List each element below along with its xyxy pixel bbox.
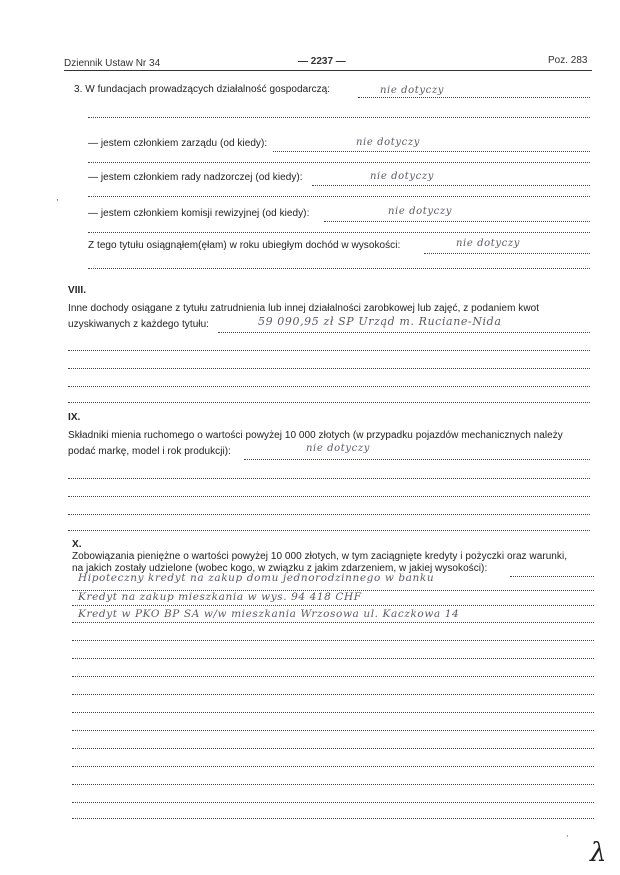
audit-member-label: — jestem członkiem komisji rewizyjnej (od kiedy): xyxy=(88,208,310,219)
handwritten-answer: nie dotyczy xyxy=(388,206,452,217)
dotted-line xyxy=(68,514,590,515)
position-number: Poz. 283 xyxy=(548,55,588,66)
section-ix-numeral: IX. xyxy=(68,412,81,423)
dotted-line xyxy=(68,402,590,403)
handwritten-answer: nie dotyczy xyxy=(306,443,370,454)
dotted-line xyxy=(88,117,590,118)
dotted-line xyxy=(72,784,594,785)
dotted-line xyxy=(88,232,590,233)
dotted-line xyxy=(68,478,590,479)
handwritten-answer: nie dotyczy xyxy=(456,238,520,249)
dotted-line xyxy=(68,496,590,497)
dotted-line xyxy=(72,640,594,641)
dotted-line xyxy=(72,605,594,606)
dotted-line xyxy=(218,332,590,333)
section-viii-numeral: VIII. xyxy=(68,285,87,296)
page-number: — 2237 — xyxy=(298,56,346,67)
dotted-line xyxy=(72,818,594,819)
section-viii-text: Inne dochody osiągane z tytułu zatrudnienia lub innej działalności zarobkowej lub zajęć, z podaniem kwot xyxy=(68,303,540,314)
margin-dot: · xyxy=(566,832,569,842)
header-rule xyxy=(64,70,592,71)
dotted-line xyxy=(72,658,594,659)
dotted-line xyxy=(88,162,590,163)
section-x-numeral: X. xyxy=(72,539,82,550)
handwritten-answer: nie dotyczy xyxy=(380,85,444,96)
handwritten-answer: 59 090,95 zł SP Urząd m. Ruciane-Nida xyxy=(258,315,502,328)
handwritten-answer: Kredyt na zakup mieszkania w wys. 94 418 CHF xyxy=(78,591,362,603)
handwritten-answer: Hipoteczny kredyt na zakup domu jednorodzinnego w banku xyxy=(78,572,435,584)
dotted-line xyxy=(72,802,594,803)
dotted-line xyxy=(72,730,594,731)
dotted-line xyxy=(312,185,590,186)
dotted-line xyxy=(424,253,590,254)
dotted-line xyxy=(72,748,594,749)
section-x-text: na jakich zostały udzielone (wobec kogo, w związku z jakim zdarzeniem, w jakiej wysokości): xyxy=(72,563,488,574)
handwritten-answer: nie dotyczy xyxy=(370,171,434,182)
dotted-line xyxy=(68,368,590,369)
foundations-heading: 3. W fundacjach prowadzących działalność gospodarczą: xyxy=(74,84,331,95)
dotted-line xyxy=(510,576,594,577)
section-viii-text: uzyskiwanych z każdego tytułu: xyxy=(68,319,210,330)
dotted-line xyxy=(72,694,594,695)
handwritten-answer: Kredyt w PKO BP SA w/w mieszkania Wrzosowa ul. Kaczkowa 14 xyxy=(78,608,460,620)
dotted-line xyxy=(72,712,594,713)
dotted-line xyxy=(358,97,590,98)
dotted-line xyxy=(68,530,590,531)
section-x-text: Zobowiązania pieniężne o wartości powyżej 10 000 złotych, w tym zaciągnięte kredyty i pożyczki oraz warunki, xyxy=(72,551,568,562)
board-member-label: — jestem członkiem zarządu (od kiedy): xyxy=(88,138,268,149)
dotted-line xyxy=(88,196,590,197)
dotted-line xyxy=(72,766,594,767)
dotted-line xyxy=(72,676,594,677)
dotted-line xyxy=(244,459,590,460)
income-label: Z tego tytułu osiągnąłem(ęłam) w roku ubiegłym dochód w wysokości: xyxy=(88,240,401,251)
section-ix-text: Składniki mienia ruchomego o wartości powyżej 10 000 złotych (w przypadku pojazdów mechanicznych należy xyxy=(68,430,563,441)
dotted-line xyxy=(324,221,590,222)
journal-name: Dziennik Ustaw Nr 34 xyxy=(64,58,161,69)
supervisory-member-label: — jestem członkiem rady nadzorczej (od kiedy): xyxy=(88,172,303,183)
section-ix-text: podać markę, model i rok produkcji): xyxy=(68,446,231,457)
handwritten-answer: nie dotyczy xyxy=(356,137,420,148)
dotted-line xyxy=(88,268,590,269)
dotted-line xyxy=(68,386,590,387)
dotted-line xyxy=(72,622,594,623)
dotted-line xyxy=(68,350,590,351)
margin-dot: · xyxy=(56,196,59,206)
dotted-line xyxy=(273,151,590,152)
handwritten-initials: λ xyxy=(590,838,607,868)
